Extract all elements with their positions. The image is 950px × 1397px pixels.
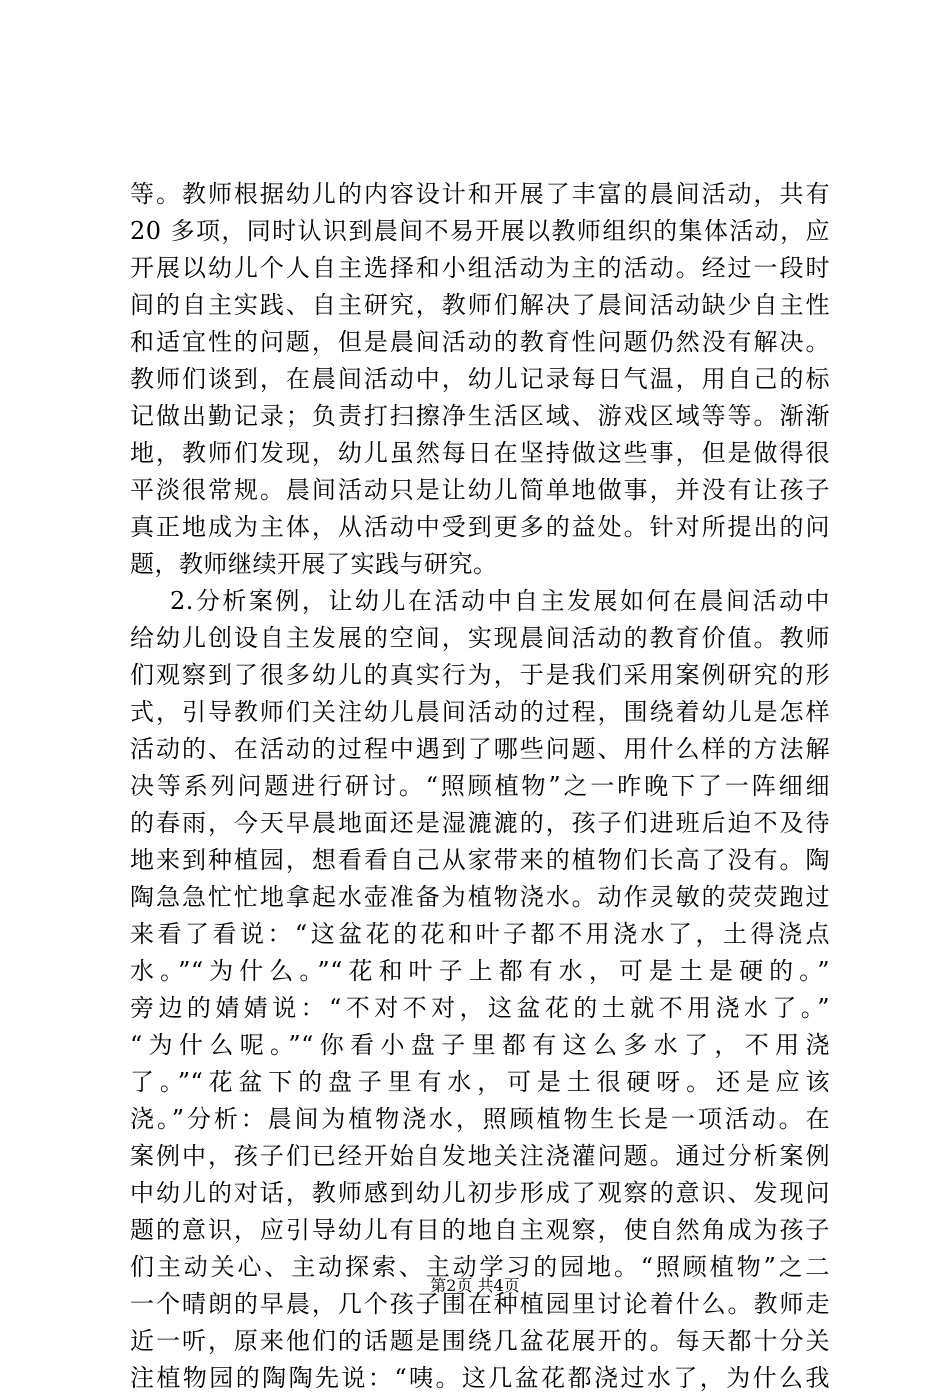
text-line: 们主动关心、主动探索、主动学习的园地。“照顾植物”之二 xyxy=(130,1253,830,1281)
text-line: 记做出勤记录；负责打扫擦净生活区域、游戏区域等等。渐渐 xyxy=(130,402,830,430)
text-line: 水。”“为什么。”“花和叶子上都有水，可是土是硬的。” xyxy=(130,957,830,985)
text-line: 和适宜性的问题，但是晨间活动的教育性问题仍然没有解决。 xyxy=(130,328,830,356)
text-line: 来看了看说：“这盆花的花和叶子都不用浇水了，土得浇点 xyxy=(130,920,830,948)
text-line: 题的意识，应引导幼儿有目的地自主观察，使自然角成为孩子 xyxy=(130,1216,830,1244)
text-line: 式，引导教师们关注幼儿晨间活动的过程，围绕着幼儿是怎样 xyxy=(130,698,830,726)
text-line: 开展以幼儿个人自主选择和小组活动为主的活动。经过一段时 xyxy=(130,254,830,282)
text-line: 案例中，孩子们已经开始自发地关注浇灌问题。通过分析案例 xyxy=(130,1142,830,1170)
text-line: 题，教师继续开展了实践与研究。 xyxy=(130,550,498,578)
text-line: 注植物园的陶陶先说：“咦。这几盆花都浇过水了，为什么我 xyxy=(130,1364,830,1392)
text-line: 的春雨，今天早晨地面还是湿漉漉的，孩子们进班后迫不及待 xyxy=(130,809,830,837)
text-line: 近一听，原来他们的话题是围绕几盆花展开的。每天都十分关 xyxy=(130,1327,830,1355)
text-line: 了。”“花盆下的盘子里有水，可是土很硬呀。还是应该 xyxy=(130,1068,830,1096)
text-line: 给幼儿创设自主发展的空间，实现晨间活动的教育价值。教师 xyxy=(130,624,830,652)
text-line: 2.分析案例，让幼儿在活动中自主发展如何在晨间活动中 xyxy=(170,587,830,615)
text-line: 真正地成为主体，从活动中受到更多的益处。针对所提出的问 xyxy=(130,513,830,541)
text-line: 间的自主实践、自主研究，教师们解决了晨间活动缺少自主性 xyxy=(130,291,830,319)
text-line: “为什么呢。”“你看小盘子里都有这么多水了，不用浇 xyxy=(130,1031,830,1059)
text-line: 教师们谈到，在晨间活动中，幼儿记录每日气温，用自己的标 xyxy=(130,365,830,393)
body-text xyxy=(130,176,830,1397)
text-line: 旁边的婧婧说：“不对不对，这盆花的土就不用浇水了。” xyxy=(130,994,830,1022)
text-line: 活动的、在活动的过程中遇到了哪些问题、用什么样的方法解 xyxy=(130,735,830,763)
text-line: 浇。”分析：晨间为植物浇水，照顾植物生长是一项活动。在 xyxy=(130,1105,830,1133)
text-line: 一个晴朗的早晨，几个孩子围在种植园里讨论着什么。教师走 xyxy=(130,1290,830,1318)
text-line: 20 多项，同时认识到晨间不易开展以教师组织的集体活动，应 xyxy=(130,217,830,245)
text-line: 决等系列问题进行研讨。“照顾植物”之一昨晚下了一阵细细 xyxy=(130,772,830,800)
text-line: 地，教师们发现，幼儿虽然每日在坚持做这些事，但是做得很 xyxy=(130,439,830,467)
text-line: 们观察到了很多幼儿的真实行为，于是我们采用案例研究的形 xyxy=(130,661,830,689)
text-line: 平淡很常规。晨间活动只是让幼儿简单地做事，并没有让孩子 xyxy=(130,476,830,504)
page-footer: 第2页 共4页 xyxy=(430,1276,520,1295)
text-line: 等。教师根据幼儿的内容设计和开展了丰富的晨间活动，共有 xyxy=(130,180,830,208)
text-line: 陶急急忙忙地拿起水壶准备为植物浇水。动作灵敏的荧荧跑过 xyxy=(130,883,830,911)
text-line: 中幼儿的对话，教师感到幼儿初步形成了观察的意识、发现问 xyxy=(130,1179,830,1207)
text-line: 地来到种植园，想看看自己从家带来的植物们长高了没有。陶 xyxy=(130,846,830,874)
